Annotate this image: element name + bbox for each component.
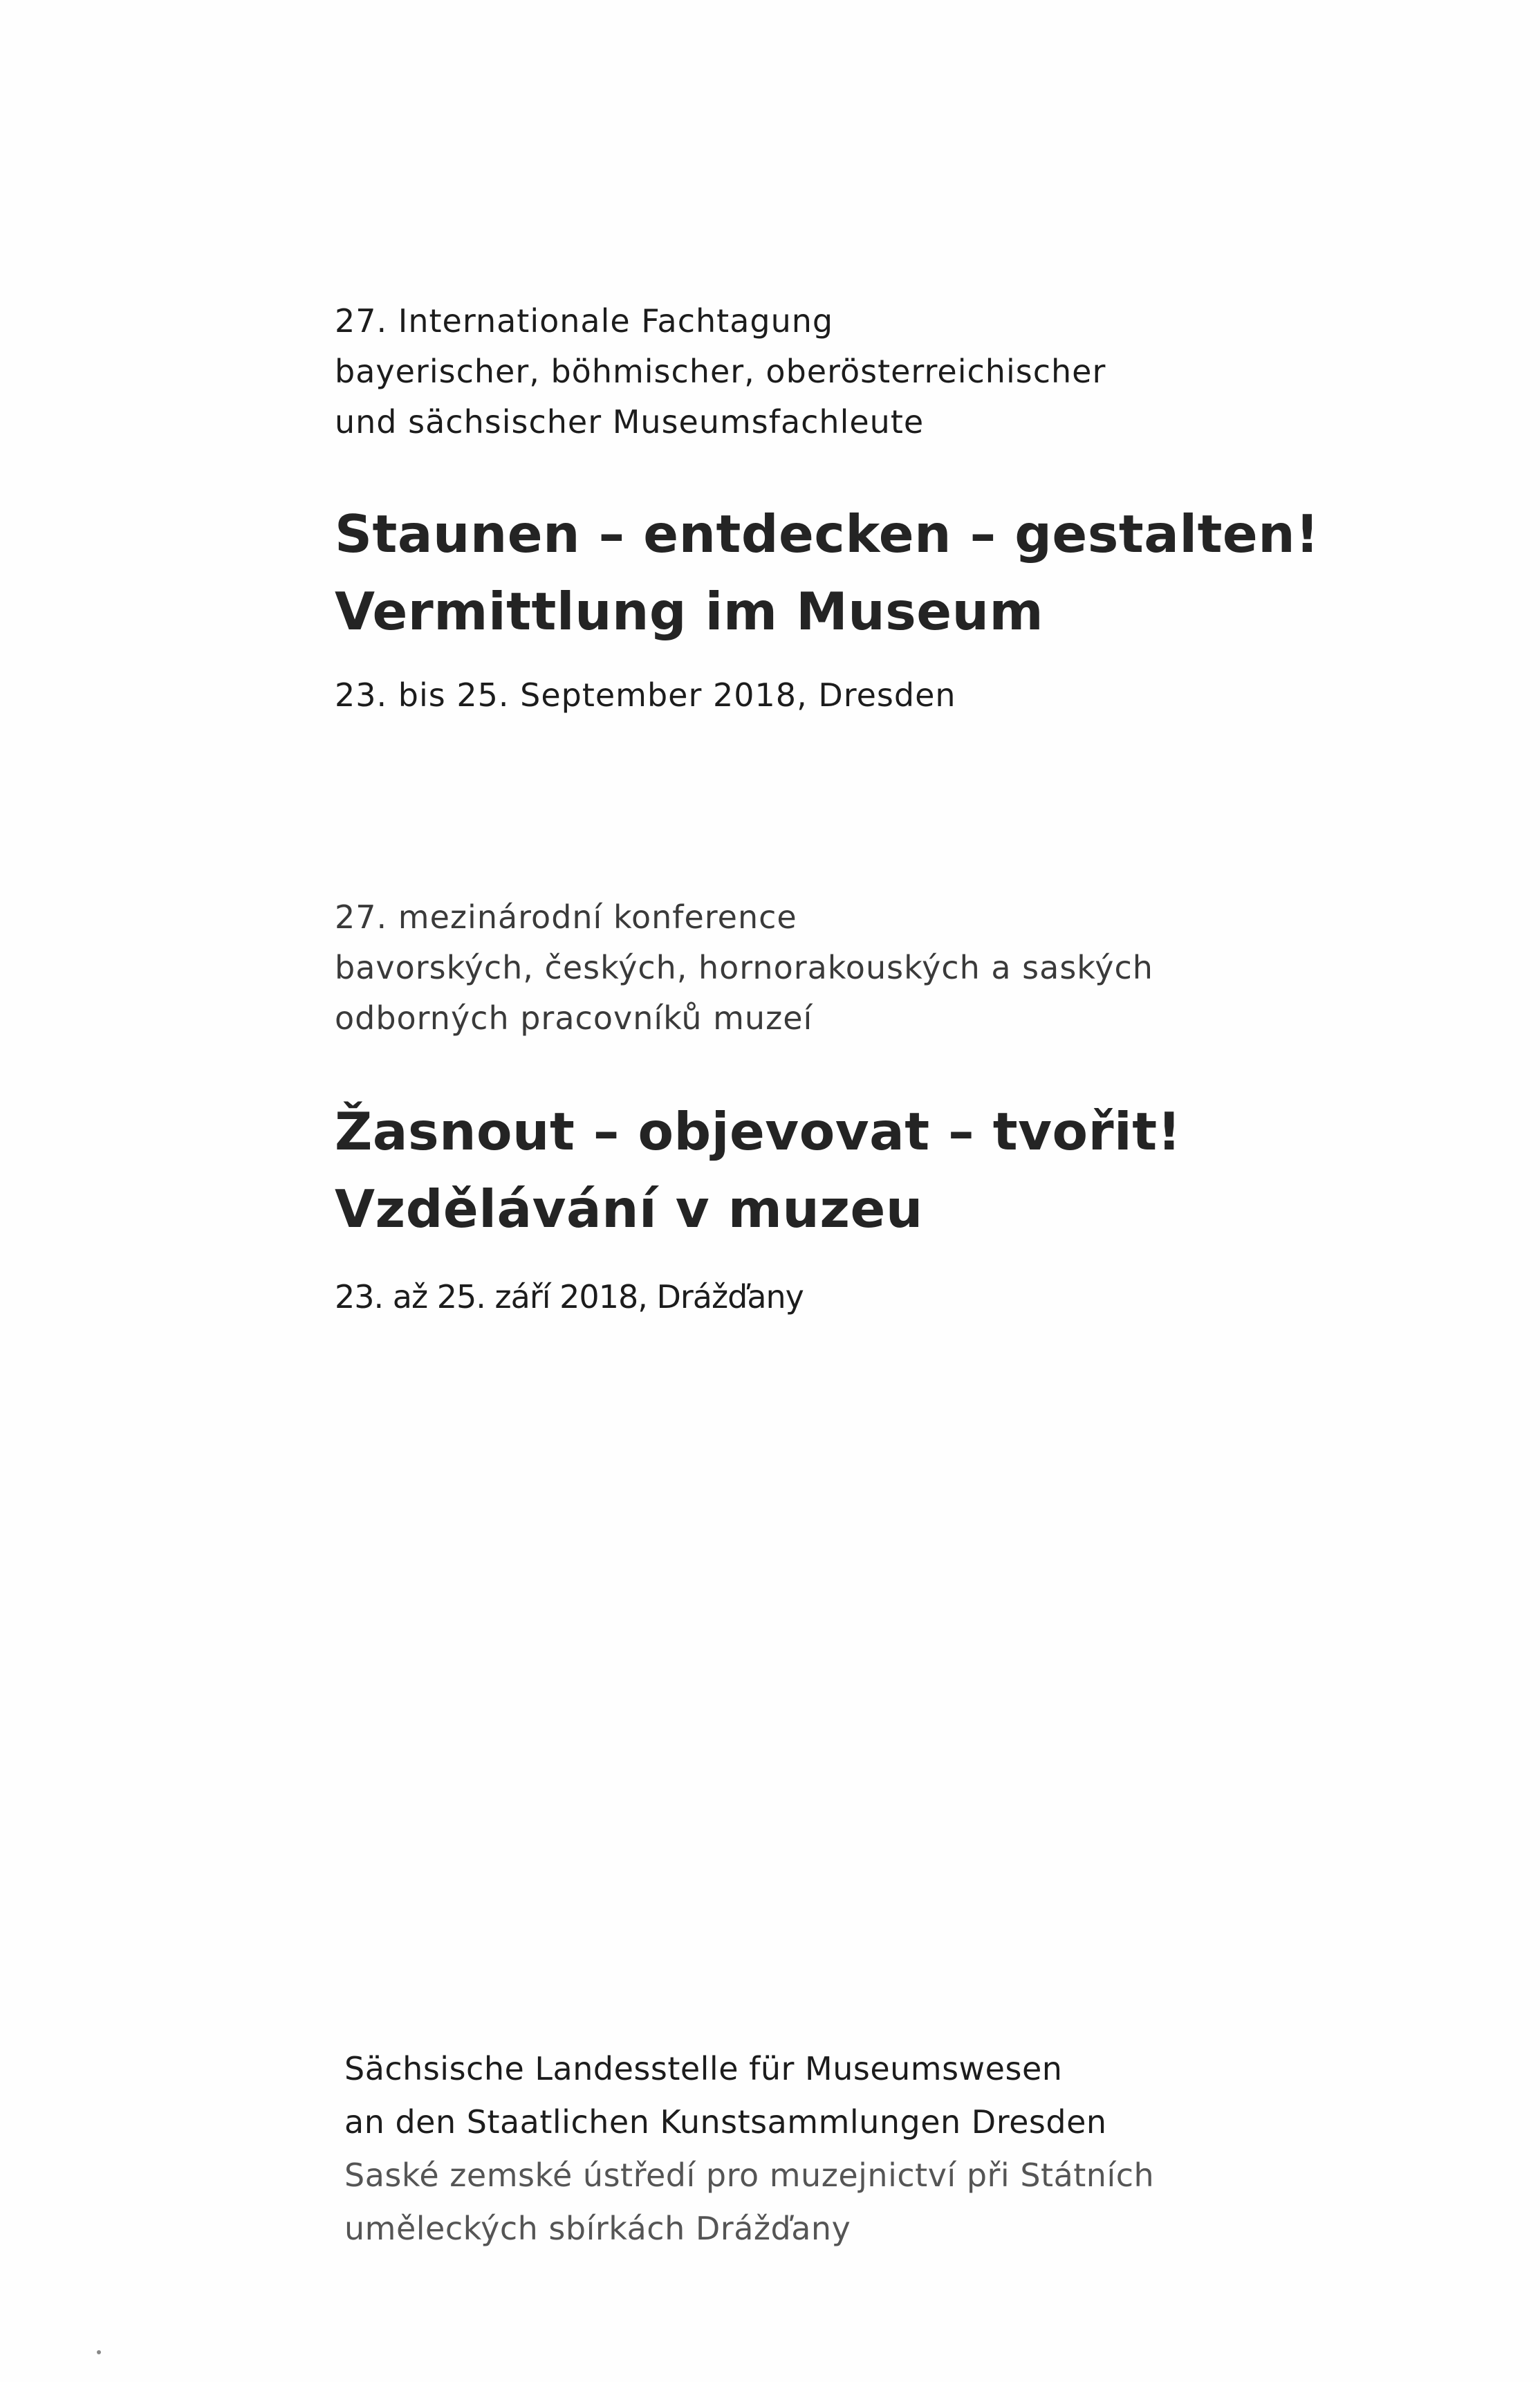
german-date-line: 23. bis 25. September 2018, Dresden [335,676,956,714]
german-conference-title [335,495,1441,650]
german-title-line-2: Vermittlung im Museum [335,581,1044,642]
german-intro-line-2: bayerischer, böhmischer, oberösterreichischer [335,353,1106,390]
czech-conference-title [335,1093,1441,1248]
publisher-imprint [344,2042,1451,2255]
czech-intro-line-2: bavorských, českých, hornorakouských a saských [335,949,1153,986]
czech-conference-intro [335,892,1441,1044]
czech-date-line: 23. až 25. září 2018, Drážďany [335,1278,804,1315]
czech-intro-line-1: 27. mezinárodní konference [335,898,797,936]
publisher-german-line-1: Sächsische Landesstelle für Museumswesen [344,2050,1063,2087]
czech-intro-line-3: odborných pracovníků muzeí [335,999,813,1037]
czech-title-line-1: Žasnout – objevovat – tvořit! [335,1101,1182,1162]
paper-speck [97,2350,101,2354]
czech-title-line-2: Vzdělávání v muzeu [335,1179,923,1239]
german-title-line-1: Staunen – entdecken – gestalten! [335,504,1319,564]
publisher-czech-line-2: uměleckých sbírkách Drážďany [344,2210,851,2247]
publisher-czech-line-1: Saské zemské ústředí pro muzejnictví při Státních [344,2157,1155,2194]
czech-conference-date [335,1276,1441,1318]
german-conference-intro [335,296,1441,447]
german-intro-line-3: und sächsischer Museumsfachleute [335,403,925,441]
publisher-german-line-2: an den Staatlichen Kunstsammlungen Dresden [344,2103,1107,2141]
german-intro-line-1: 27. Internationale Fachtagung [335,302,834,340]
german-conference-date [335,674,1441,716]
